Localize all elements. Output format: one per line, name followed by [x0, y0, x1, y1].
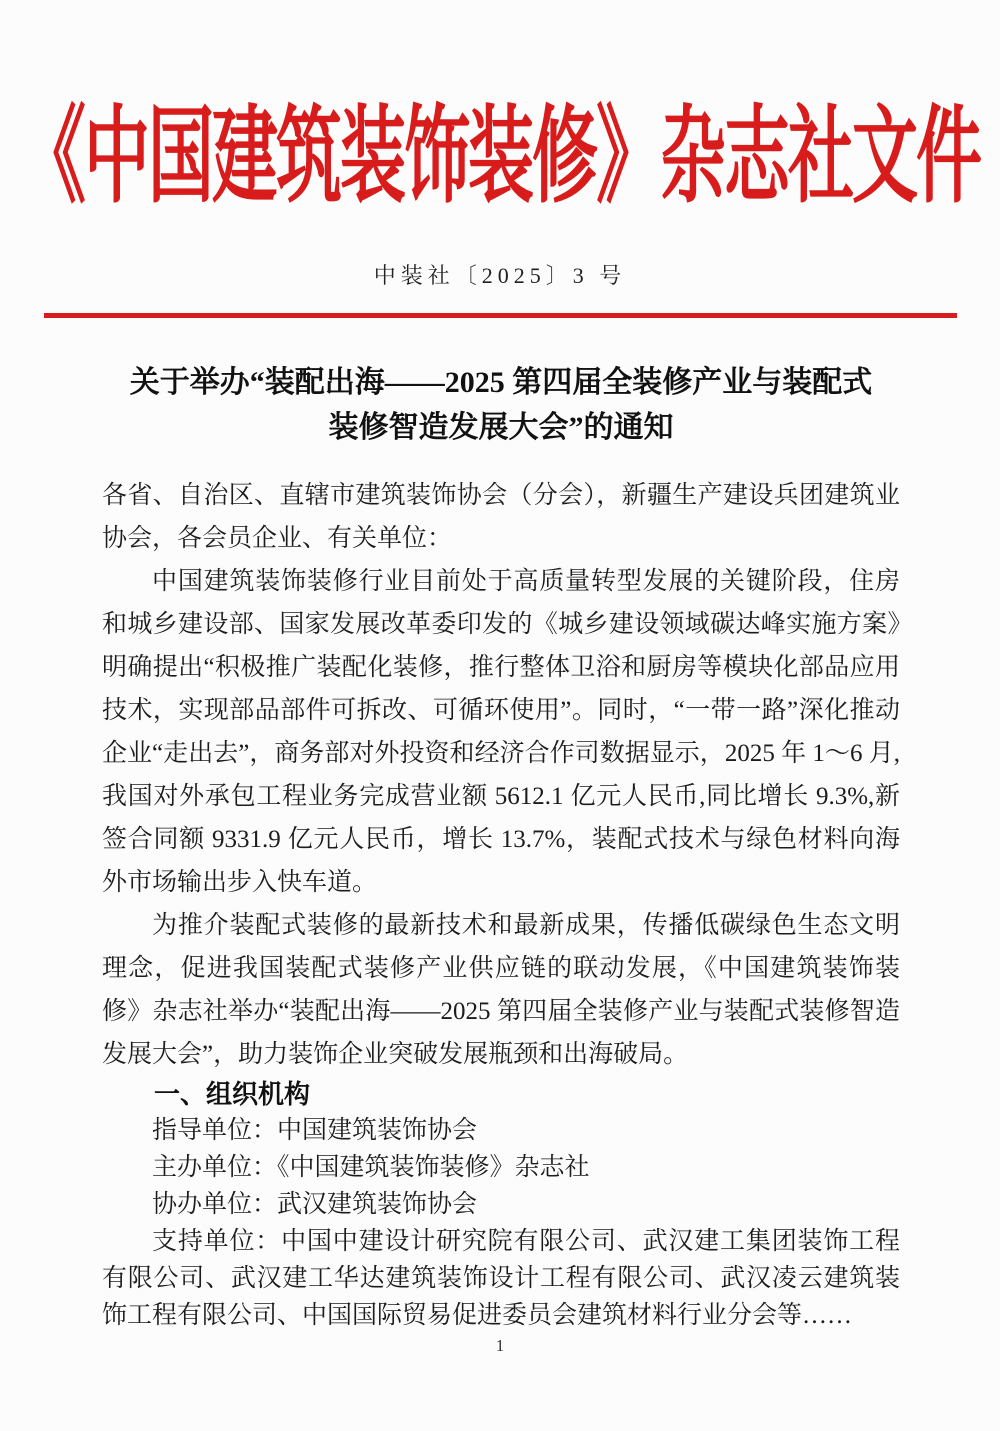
paragraph-event-purpose: 为推介装配式装修的最新技术和最新成果，传播低碳绿色生态文明理念，促进我国装配式装修产业供应链的联动发展，《中国建筑装饰装修》杂志社举办“装配出海——2025 第四届全装修产业与装配式装修智造发展大会”，助力装饰企业突破发展瓶颈和出海破局。	[102, 912, 900, 1068]
notice-body	[102, 360, 900, 1334]
org-item-host-unit: 主办单位：《中国建筑装饰装修》杂志社	[152, 1154, 590, 1181]
notice-title-line-2: 装修智造发展大会”的通知	[328, 411, 674, 444]
org-item-guidance-unit: 指导单位：中国建筑装饰协会	[152, 1117, 478, 1144]
red-divider-rule	[44, 313, 957, 318]
org-item-cohost-unit: 协办单位：武汉建筑装饰协会	[152, 1191, 478, 1218]
section-heading-organization: 一、组织机构	[154, 1079, 311, 1109]
notice-title	[102, 360, 900, 450]
page-number: 1	[495, 1336, 505, 1355]
salutation-paragraph: 各省、自治区、直辖市建筑装饰协会（分会），新疆生产建设兵团建筑业协会，各会员企业、有关单位：	[102, 482, 900, 552]
masthead-title: 《中国建筑装饰装修》杂志社文件	[20, 99, 980, 217]
notice-title-line-1: 关于举办“装配出海——2025 第四届全装修产业与装配式	[129, 366, 873, 399]
org-item-support-units: 支持单位：中国中建设计研究院有限公司、武汉建工集团装饰工程有限公司、武汉建工华达建筑装饰设计工程有限公司、武汉凌云建筑装饰工程有限公司、中国国际贸易促进委员会建筑材料行业分会等……	[102, 1228, 900, 1329]
document-number: 中装社〔2025〕3 号	[373, 263, 627, 288]
paragraph-industry-context: 中国建筑装饰装修行业目前处于高质量转型发展的关键阶段，住房和城乡建设部、国家发展改革委印发的《城乡建设领域碳达峰实施方案》明确提出“积极推广装配化装修，推行整体卫浴和厨房等模块化部品应用技术，实现部品部件可拆改、可循环使用”。同时，“一带一路”深化推动企业“走出去”，商务部对外投资和经济合作司数据显示，2025 年 1～6 月,我国对外承包工程业务完成营业额 5612.1 亿元人民币,同比增长 9.3%,新签合同额 9331.9 亿元人民币，增长 13.7%，装配式技术与绿色材料向海外市场输出步入快车道。	[102, 568, 900, 896]
